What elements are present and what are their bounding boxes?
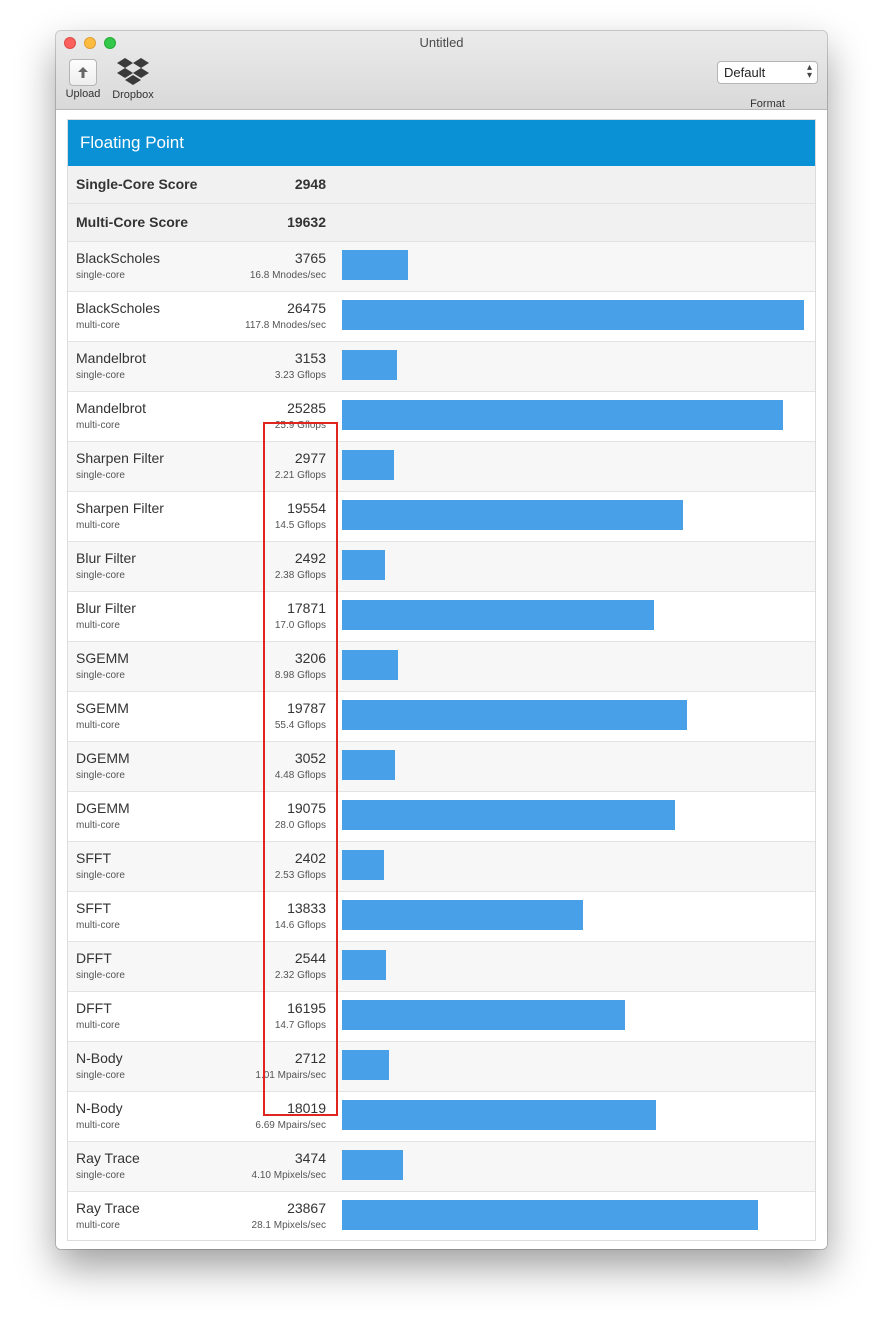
- benchmark-bar: [342, 950, 386, 980]
- benchmark-mode: multi-core: [76, 920, 120, 931]
- format-tool: [717, 61, 818, 110]
- benchmark-rate: 28.1 Mpixels/sec: [251, 1220, 326, 1231]
- benchmark-mode: multi-core: [76, 820, 120, 831]
- benchmark-row: [68, 1192, 815, 1241]
- benchmark-mode: single-core: [76, 570, 125, 581]
- chevron-up-down-icon: ▴ ▾: [806, 62, 812, 81]
- benchmark-row: [68, 492, 815, 542]
- benchmark-bar: [342, 750, 395, 780]
- benchmark-row: [68, 792, 815, 842]
- benchmark-bar: [342, 700, 687, 730]
- results-content: [56, 110, 827, 1249]
- benchmark-mode: single-core: [76, 370, 125, 381]
- benchmark-rate: 8.98 Gflops: [274, 670, 326, 681]
- title-bar: [56, 31, 827, 110]
- dropbox-label: Dropbox: [112, 89, 154, 101]
- benchmark-name: Ray Trace: [76, 1200, 140, 1216]
- benchmark-mode: single-core: [76, 1070, 125, 1081]
- benchmark-row: [68, 692, 815, 742]
- benchmark-row: [68, 992, 815, 1042]
- multi-core-score-row: [68, 204, 815, 242]
- benchmark-name: Blur Filter: [76, 600, 136, 616]
- arrow-up-icon: [77, 66, 89, 79]
- benchmark-rate: 4.48 Gflops: [274, 770, 326, 781]
- benchmark-score: 2402: [294, 850, 326, 866]
- benchmark-bar: [342, 850, 384, 880]
- benchmark-mode: single-core: [76, 270, 125, 281]
- window-title: Untitled: [419, 35, 464, 50]
- app-window: [56, 31, 827, 1249]
- benchmark-name: Mandelbrot: [76, 350, 147, 366]
- benchmark-bar: [342, 800, 675, 830]
- benchmark-row: [68, 342, 815, 392]
- benchmark-score: 3052: [294, 750, 326, 766]
- benchmark-score: 3765: [294, 250, 326, 266]
- benchmark-mode: multi-core: [76, 1120, 120, 1131]
- benchmark-rate: 16.8 Mnodes/sec: [249, 270, 326, 281]
- upload-button[interactable]: [69, 59, 97, 86]
- benchmark-mode: single-core: [76, 670, 125, 681]
- benchmark-mode: single-core: [76, 870, 125, 881]
- single-core-score-row: [68, 166, 815, 204]
- benchmark-rate: 14.5 Gflops: [274, 520, 326, 531]
- benchmark-bar: [342, 1200, 758, 1230]
- benchmark-mode: multi-core: [76, 620, 120, 631]
- benchmark-row: [68, 942, 815, 992]
- benchmark-name: DGEMM: [76, 800, 130, 816]
- benchmark-score: 2712: [294, 1050, 326, 1066]
- benchmark-bar: [342, 450, 394, 480]
- benchmark-row: [68, 1092, 815, 1142]
- benchmark-row: [68, 1042, 815, 1092]
- benchmark-score: 2492: [294, 550, 326, 566]
- benchmark-score: 3206: [294, 650, 326, 666]
- benchmark-row: [68, 642, 815, 692]
- benchmark-row: [68, 742, 815, 792]
- upload-label: Upload: [65, 88, 101, 100]
- benchmark-bar: [342, 250, 408, 280]
- benchmark-bar: [342, 650, 398, 680]
- benchmark-mode: multi-core: [76, 1220, 120, 1231]
- benchmark-rate: 17.0 Gflops: [274, 620, 326, 631]
- benchmark-score: 3153: [294, 350, 326, 366]
- benchmark-bar: [342, 1050, 389, 1080]
- benchmark-score: 18019: [287, 1100, 326, 1116]
- benchmark-rate: 2.38 Gflops: [274, 570, 326, 581]
- benchmark-score: 25285: [287, 400, 326, 416]
- benchmark-name: Ray Trace: [76, 1150, 140, 1166]
- format-label: Format: [750, 98, 785, 110]
- benchmark-mode: multi-core: [76, 720, 120, 731]
- benchmark-rate: 2.53 Gflops: [274, 870, 326, 881]
- benchmark-score: 3474: [294, 1150, 326, 1166]
- benchmark-bar: [342, 550, 385, 580]
- benchmark-rate: 3.23 Gflops: [274, 370, 326, 381]
- benchmark-name: DFFT: [76, 1000, 112, 1016]
- benchmark-row: [68, 442, 815, 492]
- benchmark-bar: [342, 900, 583, 930]
- benchmark-rate: 2.32 Gflops: [274, 970, 326, 981]
- benchmark-bar: [342, 600, 654, 630]
- benchmark-score: 23867: [287, 1200, 326, 1216]
- benchmark-name: DFFT: [76, 950, 112, 966]
- benchmark-rate: 14.6 Gflops: [274, 920, 326, 931]
- benchmark-mode: single-core: [76, 970, 125, 981]
- benchmark-mode: single-core: [76, 770, 125, 781]
- benchmark-name: DGEMM: [76, 750, 130, 766]
- benchmark-score: 17871: [287, 600, 326, 616]
- benchmark-row: [68, 892, 815, 942]
- dropbox-tool[interactable]: [108, 57, 158, 101]
- benchmark-name: Sharpen Filter: [76, 500, 164, 516]
- benchmark-bar: [342, 1150, 403, 1180]
- benchmark-score: 19075: [287, 800, 326, 816]
- benchmark-name: BlackScholes: [76, 300, 161, 316]
- benchmark-name: SFFT: [76, 850, 111, 866]
- format-select[interactable]: [717, 61, 818, 84]
- benchmark-list: [68, 242, 815, 1241]
- benchmark-name: BlackScholes: [76, 250, 161, 266]
- benchmark-mode: single-core: [76, 470, 125, 481]
- benchmark-mode: multi-core: [76, 1020, 120, 1031]
- benchmark-rate: 6.69 Mpairs/sec: [255, 1120, 326, 1131]
- benchmark-mode: multi-core: [76, 320, 120, 331]
- benchmark-name: Blur Filter: [76, 550, 136, 566]
- score-name: Multi-Core Score: [76, 214, 189, 230]
- benchmark-mode: multi-core: [76, 420, 120, 431]
- benchmark-score: 16195: [287, 1000, 326, 1016]
- dropbox-icon: [116, 57, 150, 87]
- benchmark-rate: 25.9 Gflops: [274, 420, 326, 431]
- score-value: 19632: [287, 214, 326, 230]
- benchmark-row: [68, 842, 815, 892]
- benchmark-score: 19554: [287, 500, 326, 516]
- upload-tool[interactable]: [62, 57, 104, 100]
- format-value: Default: [724, 65, 766, 80]
- benchmark-row: [68, 1142, 815, 1192]
- benchmark-row: [68, 242, 815, 292]
- benchmark-score: 2977: [294, 450, 326, 466]
- benchmark-score: 13833: [287, 900, 326, 916]
- benchmark-name: SGEMM: [76, 700, 129, 716]
- benchmark-bar: [342, 350, 397, 380]
- benchmark-row: [68, 542, 815, 592]
- benchmark-name: SFFT: [76, 900, 111, 916]
- benchmark-score: 19787: [287, 700, 326, 716]
- section-header: Floating Point: [68, 120, 815, 166]
- benchmark-rate: 55.4 Gflops: [274, 720, 326, 731]
- benchmark-score: 2544: [294, 950, 326, 966]
- benchmark-rate: 4.10 Mpixels/sec: [251, 1170, 326, 1181]
- benchmark-bar: [342, 300, 804, 330]
- score-value: 2948: [294, 176, 326, 192]
- benchmark-name: Sharpen Filter: [76, 450, 164, 466]
- benchmark-bar: [342, 1100, 656, 1130]
- benchmark-rate: 117.8 Mnodes/sec: [245, 320, 326, 331]
- benchmark-name: N-Body: [76, 1050, 123, 1066]
- benchmark-mode: single-core: [76, 1170, 125, 1181]
- benchmark-row: [68, 592, 815, 642]
- benchmark-rate: 1.01 Mpairs/sec: [255, 1070, 326, 1081]
- benchmark-row: [68, 392, 815, 442]
- benchmark-bar: [342, 400, 783, 430]
- benchmark-name: N-Body: [76, 1100, 123, 1116]
- floating-point-panel: [67, 119, 816, 1241]
- benchmark-name: SGEMM: [76, 650, 129, 666]
- benchmark-bar: [342, 500, 683, 530]
- benchmark-row: [68, 292, 815, 342]
- benchmark-rate: 2.21 Gflops: [274, 470, 326, 481]
- benchmark-score: 26475: [287, 300, 326, 316]
- benchmark-rate: 28.0 Gflops: [274, 820, 326, 831]
- benchmark-mode: multi-core: [76, 520, 120, 531]
- benchmark-name: Mandelbrot: [76, 400, 147, 416]
- benchmark-bar: [342, 1000, 625, 1030]
- score-name: Single-Core Score: [76, 176, 198, 192]
- benchmark-rate: 14.7 Gflops: [274, 1020, 326, 1031]
